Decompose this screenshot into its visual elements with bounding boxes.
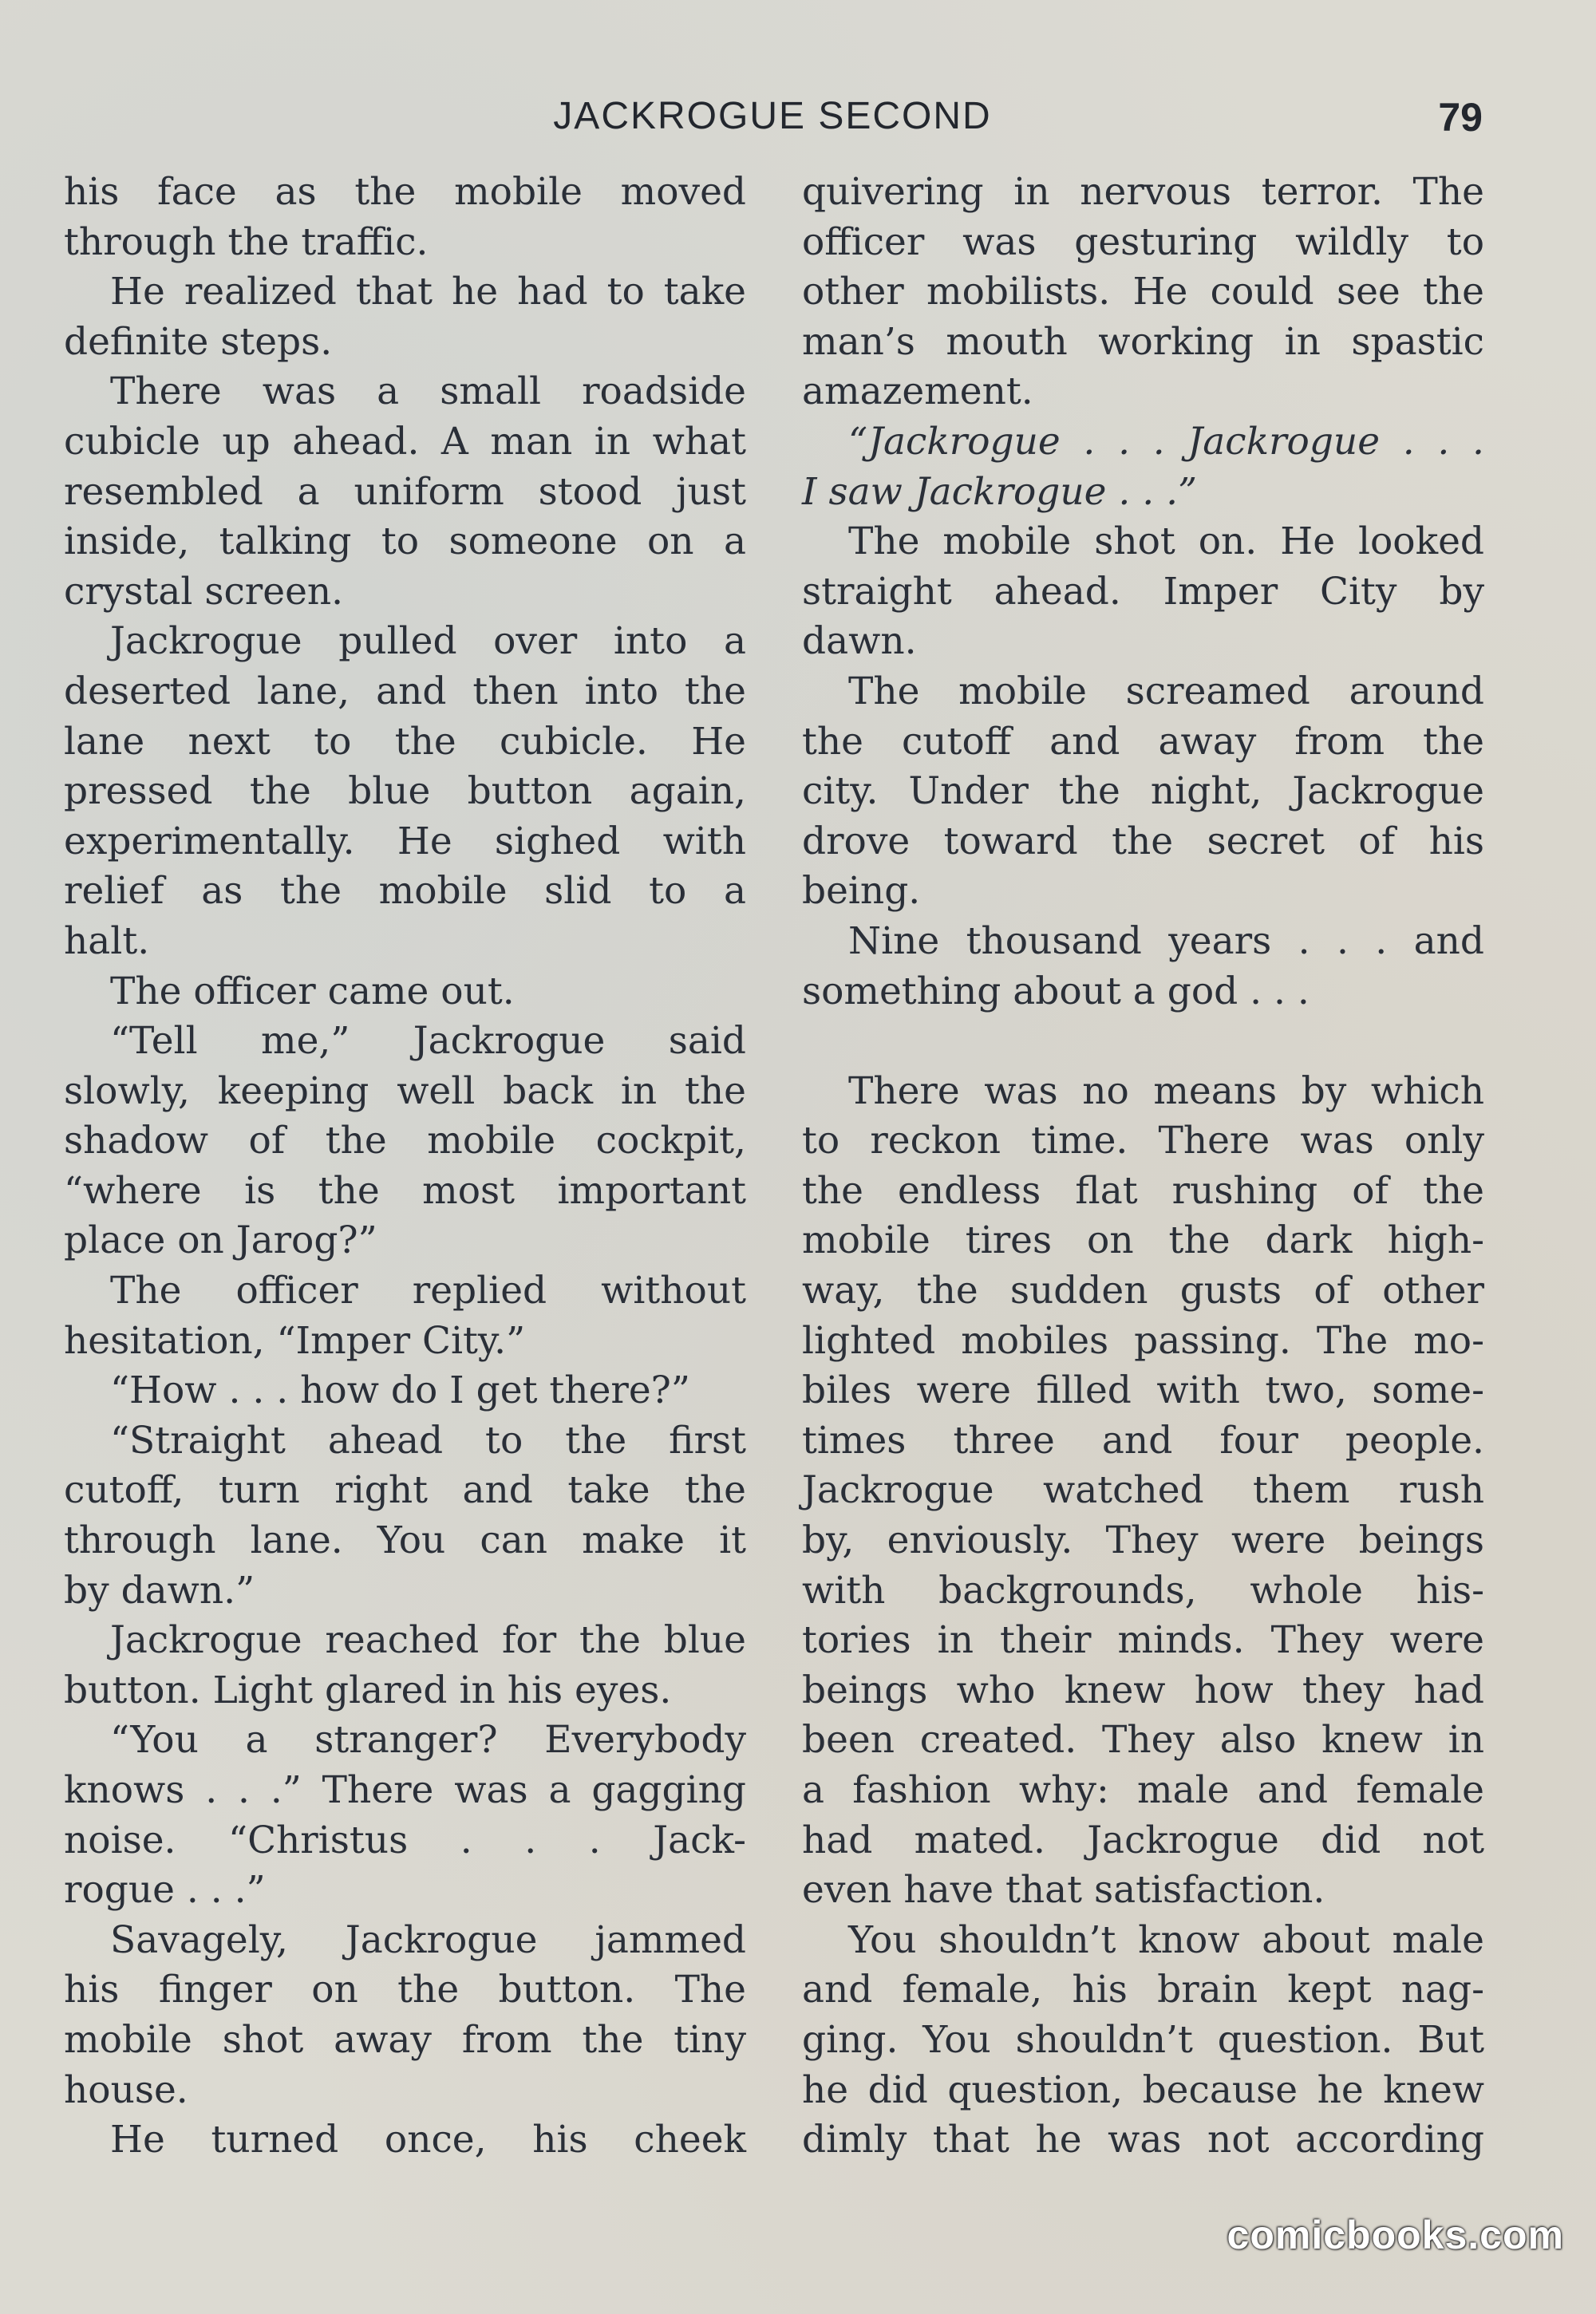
- text-line: the cutoff and away from the: [802, 719, 1484, 764]
- text-line: You shouldn’t know about male: [848, 1917, 1484, 1962]
- text-line: other mobilists. He could see the: [802, 270, 1484, 314]
- text-line: He turned once, his cheek: [110, 2118, 746, 2162]
- text-line: to reckon time. There was only: [802, 1119, 1484, 1163]
- text-line: straight ahead. Imper City by: [802, 569, 1484, 614]
- text-line: with backgrounds, whole his-: [802, 1568, 1484, 1613]
- text-line: mobile tires on the dark high-: [802, 1218, 1484, 1263]
- text-line: lighted mobiles passing. The mo-: [802, 1318, 1484, 1363]
- text-line: “How . . . how do I get there?”: [110, 1368, 690, 1413]
- text-line: The mobile screamed around: [848, 669, 1484, 713]
- text-line: amazement.: [802, 369, 1033, 414]
- text-line: lane next to the cubicle. He: [64, 719, 746, 764]
- text-line: cubicle up ahead. A man in what: [64, 419, 746, 464]
- text-line: beings who knew how they had: [802, 1668, 1484, 1712]
- text-line: dimly that he was not according: [802, 2118, 1484, 2162]
- text-line: and female, his brain kept nag-: [802, 1968, 1484, 2012]
- text-line: had mated. Jackrogue did not: [802, 1818, 1484, 1862]
- section-break: [802, 1017, 1484, 1067]
- left-text-column: [64, 168, 746, 2166]
- text-line: resembled a uniform stood just: [64, 469, 746, 514]
- text-line: hesitation, “Imper City.”: [64, 1318, 526, 1363]
- running-title: JACKROGUE SECOND: [553, 95, 992, 137]
- text-line: “Tell me,” Jackrogue said: [110, 1019, 746, 1064]
- text-line: something about a god . . .: [802, 969, 1310, 1013]
- text-line: noise. “Christus . . . Jack-: [64, 1818, 746, 1862]
- text-line: by, enviously. They were beings: [802, 1518, 1484, 1563]
- text-line: way, the sudden gusts of other: [802, 1269, 1484, 1313]
- text-line: rogue . . .”: [64, 1868, 266, 1913]
- text-line: cutoff, turn right and take the: [64, 1468, 746, 1513]
- text-line: he did question, because he knew: [802, 2067, 1484, 2112]
- text-line: been created. They also knew in: [802, 1718, 1484, 1763]
- text-line: deserted lane, and then into the: [64, 669, 746, 713]
- text-line: Nine thousand years . . . and: [848, 918, 1484, 963]
- text-line: city. Under the night, Jackrogue: [802, 769, 1484, 814]
- text-line: He realized that he had to take: [110, 270, 746, 314]
- text-line: biles were filled with two, some-: [802, 1368, 1484, 1413]
- text-line: “Straight ahead to the first: [110, 1418, 746, 1463]
- text-line: The officer came out.: [110, 969, 515, 1013]
- text-line: officer was gesturing wildly to: [802, 219, 1484, 264]
- text-line: through lane. You can make it: [64, 1518, 746, 1563]
- text-line: ging. You shouldn’t question. But: [802, 2017, 1484, 2062]
- text-line: I saw Jackrogue . . .”: [802, 469, 1198, 514]
- text-line: the endless flat rushing of the: [802, 1168, 1484, 1213]
- right-text-column: [802, 168, 1484, 2166]
- text-line: dawn.: [802, 619, 917, 664]
- text-line: through the traffic.: [64, 219, 429, 264]
- text-line: knows . . .” There was a gagging: [64, 1768, 746, 1812]
- text-line: pressed the blue button again,: [64, 769, 746, 814]
- text-line: mobile shot away from the tiny: [64, 2017, 746, 2062]
- text-line: tories in their minds. They were: [802, 1618, 1484, 1663]
- text-line: shadow of the mobile cockpit,: [64, 1119, 746, 1163]
- text-line: slowly, keeping well back in the: [64, 1068, 746, 1113]
- text-line: by dawn.”: [64, 1568, 255, 1613]
- text-line: relief as the mobile slid to a: [64, 869, 746, 914]
- text-line: his face as the mobile moved: [64, 170, 746, 214]
- text-line: definite steps.: [64, 319, 333, 364]
- text-line: Jackrogue watched them rush: [802, 1468, 1484, 1513]
- text-line: experimentally. He sighed with: [64, 819, 746, 863]
- text-line: “where is the most important: [64, 1168, 746, 1213]
- text-line: “Jackrogue . . . Jackrogue . . .: [848, 419, 1484, 464]
- text-line: There was no means by which: [848, 1068, 1484, 1113]
- text-line: halt.: [64, 918, 150, 963]
- text-line: even have that satisfaction.: [802, 1868, 1325, 1913]
- page-number: 79: [1438, 95, 1483, 140]
- text-line: inside, talking to someone on a: [64, 519, 746, 564]
- text-line: Jackrogue reached for the blue: [110, 1618, 746, 1663]
- text-line: place on Jarog?”: [64, 1218, 377, 1263]
- text-line: being.: [802, 869, 921, 914]
- text-line: The mobile shot on. He looked: [848, 519, 1484, 564]
- text-line: button. Light glared in his eyes.: [64, 1668, 672, 1712]
- text-line: crystal screen.: [64, 569, 344, 614]
- text-line: a fashion why: male and female: [802, 1768, 1484, 1812]
- text-line: house.: [64, 2067, 188, 2112]
- text-line: drove toward the secret of his: [802, 819, 1484, 863]
- text-line: times three and four people.: [802, 1418, 1484, 1463]
- text-line: his finger on the button. The: [64, 1968, 746, 2012]
- text-line: Jackrogue pulled over into a: [110, 619, 746, 664]
- running-header: [62, 94, 1483, 158]
- text-line: Savagely, Jackrogue jammed: [110, 1917, 746, 1962]
- text-line: The officer replied without: [110, 1269, 746, 1313]
- text-line: man’s mouth working in spastic: [802, 319, 1484, 364]
- text-line: quivering in nervous terror. The: [802, 170, 1484, 214]
- text-line: “You a stranger? Everybody: [110, 1718, 746, 1763]
- site-watermark: comicbooks.com: [1227, 2213, 1564, 2257]
- text-line: There was a small roadside: [110, 369, 746, 414]
